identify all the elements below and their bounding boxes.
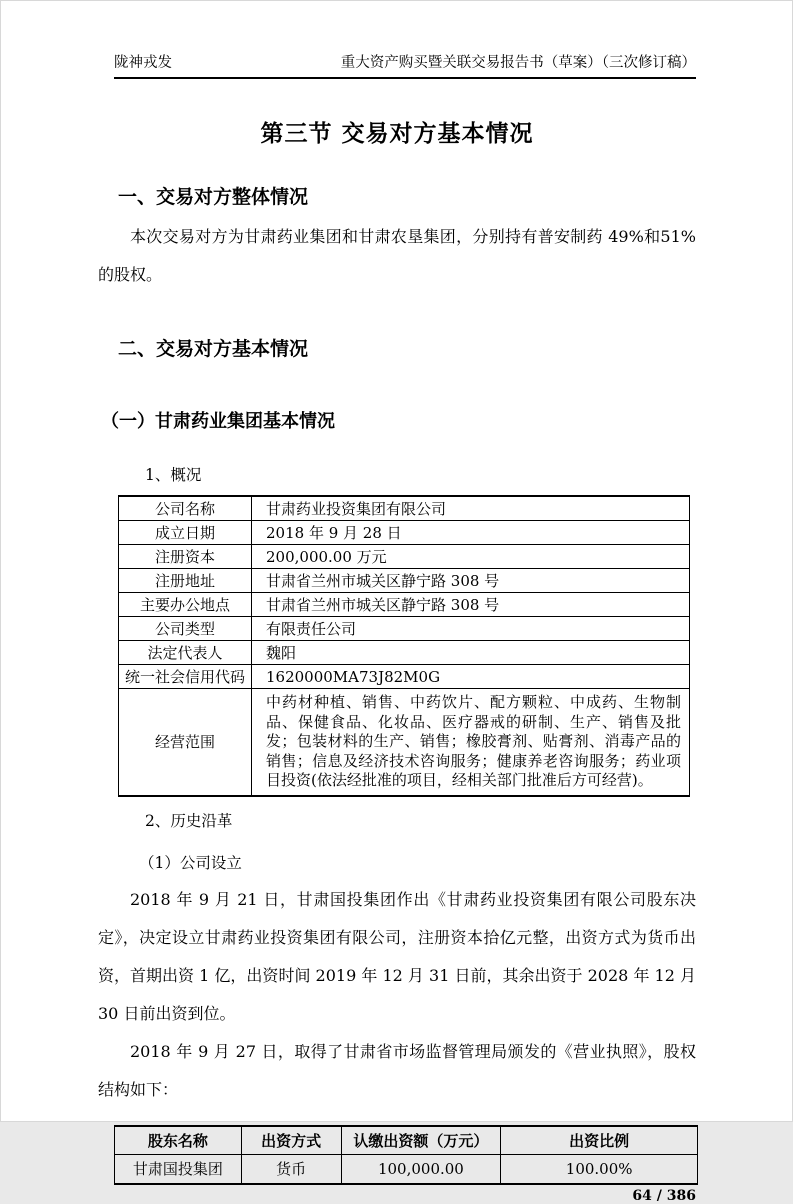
cell-subscribed-amount: 100,000.00: [341, 1155, 501, 1184]
table-row: [119, 521, 690, 545]
row-label: 成立日期: [119, 521, 252, 545]
paragraph-establishment-1: 2018 年 9 月 21 日，甘肃国投集团作出《甘肃药业投资集团有限公司股东决定》，决定设立甘肃药业投资集团有限公司，注册资本拾亿元整，出资方式为货币出资，首期出资 1 亿，出资时间 2019 年 12 月 31 日前，其余出资于 2028 年 12 月 30 日前出资到位。: [98, 889, 696, 1023]
list-item-establishment: （1）公司设立: [139, 853, 242, 872]
row-label: 注册资本: [119, 545, 252, 569]
row-value: 有限责任公司: [252, 617, 690, 641]
table-row: [119, 641, 690, 665]
row-value: 200,000.00 万元: [252, 545, 690, 569]
header-report-title: 重大资产购买暨关联交易报告书（草案）（三次修订稿）: [340, 55, 696, 71]
cell-contribution-method: 货币: [241, 1155, 341, 1184]
table-row: [119, 569, 690, 593]
row-label: 公司名称: [119, 496, 252, 521]
chapter-title: 第三节 交易对方基本情况: [260, 121, 534, 147]
row-value: 甘肃省兰州市城关区静宁路 308 号: [252, 593, 690, 617]
row-value: 甘肃药业投资集团有限公司: [252, 496, 690, 521]
row-label: 统一社会信用代码: [119, 665, 252, 689]
paragraph-overall: 本次交易对方为甘肃药业集团和甘肃农垦集团，分别持有普安制药 49%和51%的股权。: [98, 227, 696, 284]
row-value: 甘肃省兰州市城关区静宁路 308 号: [252, 569, 690, 593]
row-label: 主要办公地点: [119, 593, 252, 617]
row-value: 1620000MA73J82M0G: [252, 665, 690, 689]
table-header-row: [115, 1126, 698, 1155]
row-value: 魏阳: [252, 641, 690, 665]
row-value: 2018 年 9 月 28 日: [252, 521, 690, 545]
column-header-shareholder-name: 股东名称: [115, 1126, 242, 1155]
column-header-contribution-ratio: 出资比例: [501, 1126, 698, 1155]
row-label: 公司类型: [119, 617, 252, 641]
row-label: 注册地址: [119, 569, 252, 593]
cell-contribution-ratio: 100.00%: [501, 1155, 698, 1184]
column-header-contribution-method: 出资方式: [241, 1126, 341, 1155]
list-item-history: 2、历史沿革: [145, 811, 233, 830]
row-label: 经营范围: [119, 689, 252, 796]
column-header-subscribed-amount: 认缴出资额（万元）: [341, 1126, 501, 1155]
table-row: [119, 593, 690, 617]
table-row: [119, 665, 690, 689]
paragraph-establishment-2: 2018 年 9 月 27 日，取得了甘肃省市场监督管理局颁发的《营业执照》，股权结构如下：: [98, 1041, 696, 1099]
shareholder-structure-table: [114, 1125, 698, 1185]
row-value-business-scope: 中药材种植、销售、中药饮片、配方颗粒、中成药、生物制品、保健食品、化妆品、医疗器戒的研制、生产、销售及批发；包装材料的生产、销售；橡胶膏剂、贴膏剂、消毒产品的销售；信息及经济技术咨询服务；健康养老咨询服务；药业项目投资(依法经批准的项目，经相关部门批准后方可经营)。: [252, 689, 690, 796]
row-label: 法定代表人: [119, 641, 252, 665]
table-row: [119, 545, 690, 569]
page-number: 64 / 386: [632, 1187, 696, 1204]
section-heading-basic-info: 二、交易对方基本情况: [118, 338, 309, 360]
list-item-overview: 1、概况: [145, 466, 202, 484]
table-row: [119, 617, 690, 641]
page-header: [114, 51, 696, 79]
company-info-table: [118, 495, 690, 797]
table-row: [115, 1155, 698, 1184]
cell-shareholder-name: 甘肃国投集团: [115, 1155, 242, 1184]
section-heading-overall: 一、交易对方整体情况: [118, 186, 309, 208]
table-row: [119, 689, 690, 796]
header-company-short-name: 陇神戎发: [114, 55, 172, 71]
subsection-heading-pharma-group: （一）甘肃药业集团基本情况: [101, 411, 335, 432]
table-row: [119, 496, 690, 521]
